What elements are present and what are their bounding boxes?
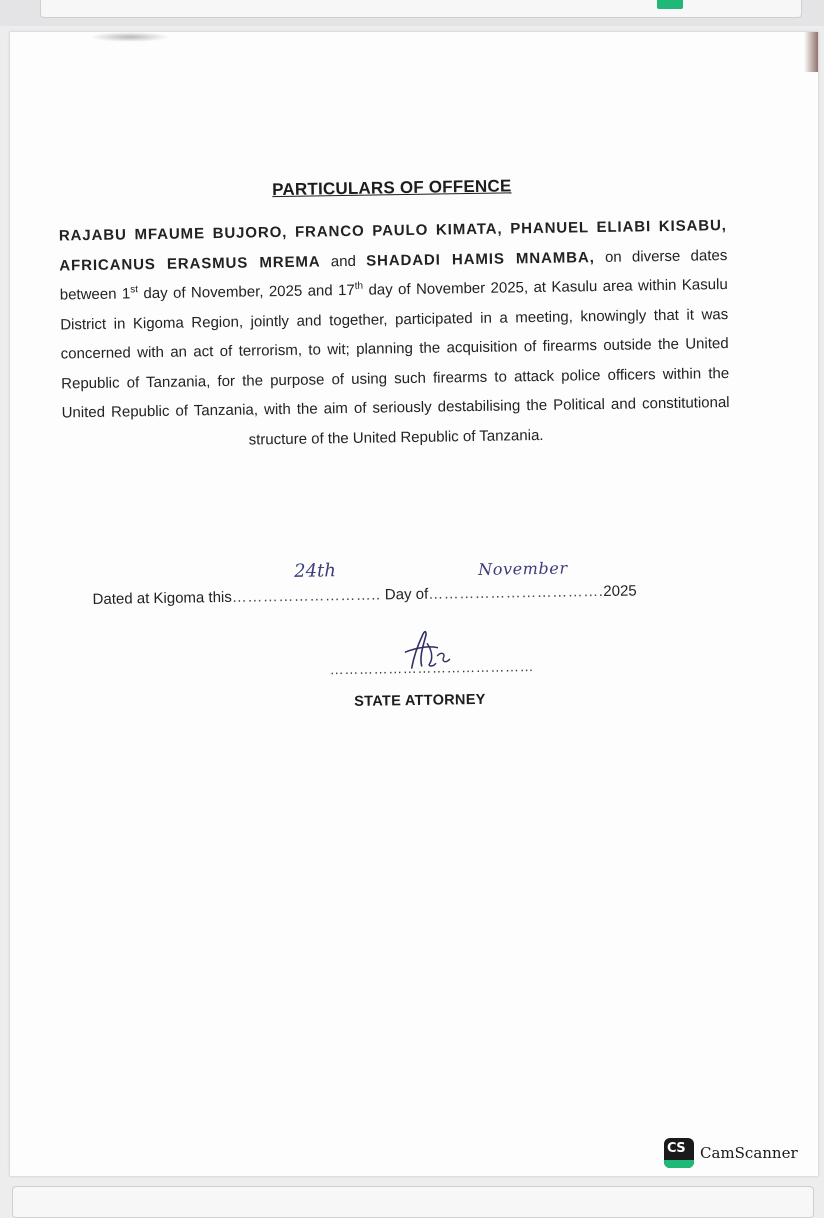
previous-page-card[interactable] bbox=[40, 0, 802, 18]
camscanner-logo-letters: CS bbox=[667, 1141, 686, 1156]
camscanner-logo-icon bbox=[664, 1138, 694, 1168]
month-blank-dots: ……………………………. bbox=[428, 582, 604, 603]
previous-page-camscanner-mark bbox=[657, 0, 683, 9]
superscript-th: th bbox=[354, 280, 364, 292]
document-content bbox=[10, 32, 818, 1176]
and-word: and bbox=[330, 252, 357, 270]
signatory-title: STATE ATTORNEY bbox=[354, 691, 486, 710]
dated-line bbox=[92, 582, 636, 608]
camscanner-logo-bar bbox=[664, 1160, 694, 1168]
offence-text-part1: on diverse dates between 1 bbox=[59, 246, 728, 304]
day-blank-dots: ……………………….. bbox=[231, 586, 381, 606]
camscanner-label: CamScanner bbox=[700, 1144, 798, 1162]
accused-name-last: SHADADI HAMIS MNAMBA, bbox=[366, 248, 595, 270]
offence-text-part2: day of November, 2025 and 17 bbox=[143, 281, 355, 303]
offence-text-part3: day of November 2025, at Kasulu area within Kasulu District in Kigoma Region, jointly and together, participated in a meeting, knowingly that it was concerned with an act of terrorism, to wit; planning the acquisition of firearms outside the United Republic of Tanzania, for the purpose of using such firearms to attack police officers within the United Republic of Tanzania, with the aim of seriously destabilising the Political and constitutional structure of the United Republic of Tanzania. bbox=[60, 275, 730, 449]
previous-page-strip bbox=[0, 0, 824, 26]
accused-names-group-1: RAJABU MFAUME BUJORO, FRANCO PAULO KIMATA, PHANUEL ELIABI KISABU, AFRICANUS ERASMUS MREMA bbox=[58, 216, 727, 274]
signature-dotted-line: …………………………………… bbox=[329, 658, 535, 678]
dated-prefix: Dated at Kigoma this bbox=[92, 588, 232, 609]
document-page bbox=[10, 32, 818, 1176]
camscanner-watermark bbox=[664, 1138, 798, 1168]
dated-year: 2025 bbox=[603, 582, 637, 600]
offence-paragraph bbox=[59, 211, 731, 457]
superscript-st: st bbox=[130, 284, 139, 296]
handwritten-day: 24th bbox=[294, 560, 337, 582]
dated-middle: Day of bbox=[384, 585, 429, 604]
document-heading: PARTICULARS OF OFFENCE bbox=[272, 176, 512, 200]
next-page-card[interactable] bbox=[12, 1186, 814, 1218]
handwritten-month: November bbox=[478, 558, 568, 579]
